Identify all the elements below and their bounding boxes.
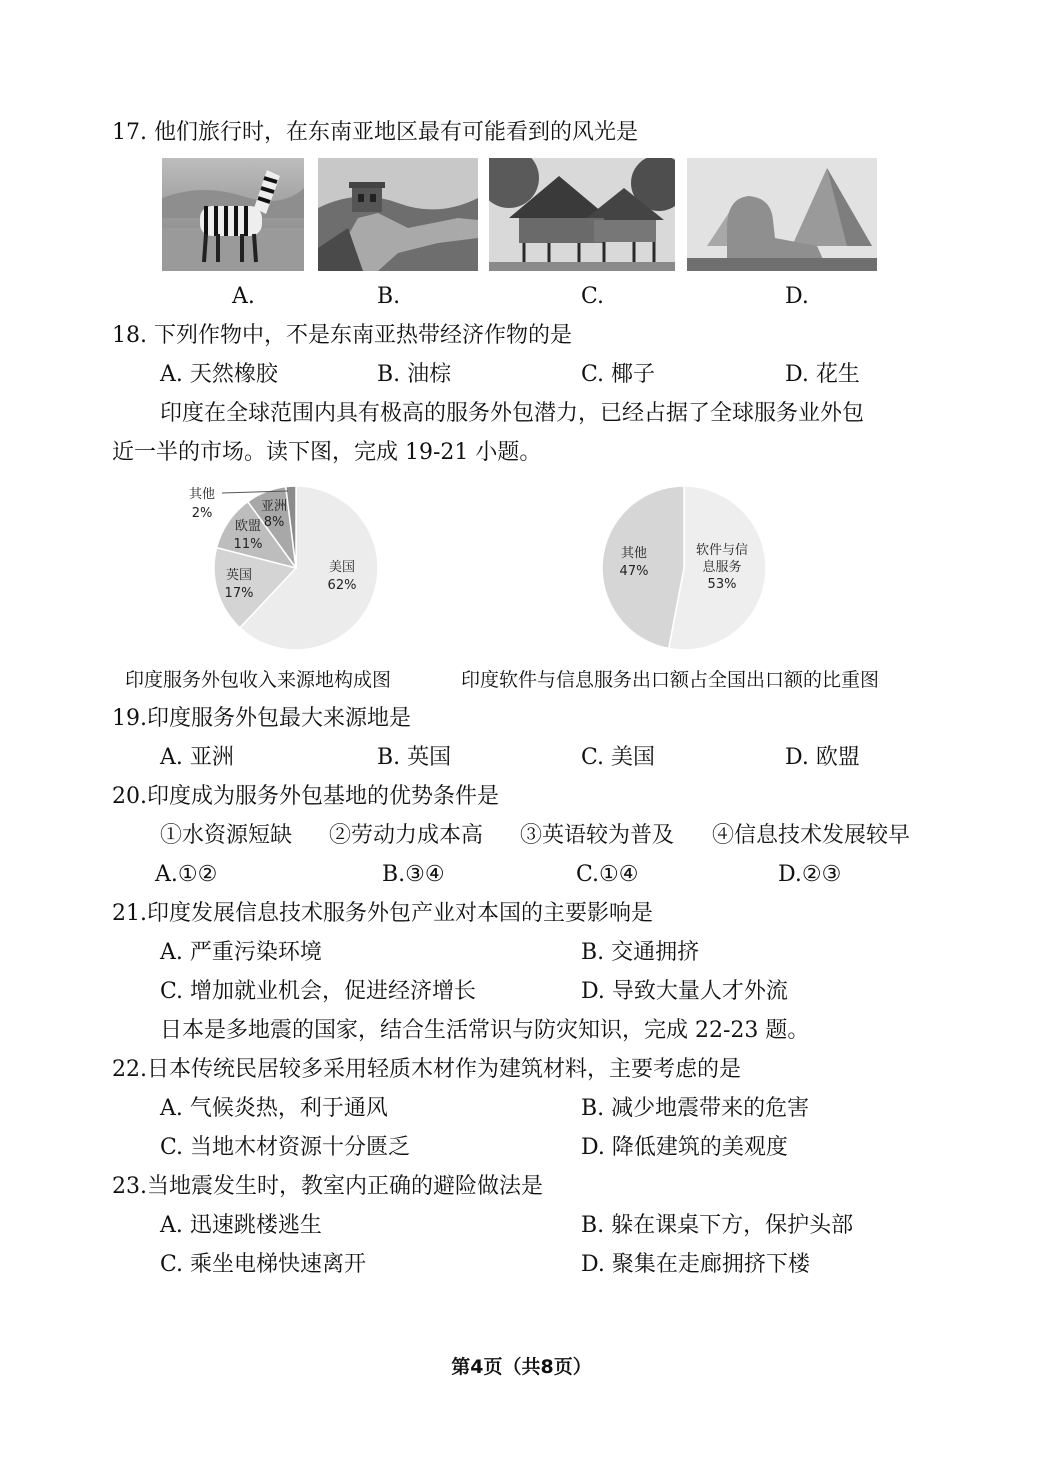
q20-option-d: D.②③ [778, 862, 842, 887]
q21-option-a: A. 严重污染环境 [160, 940, 322, 965]
q18-option-d: D. 花生 [785, 362, 860, 387]
intro-19-21-line2: 近一半的市场。读下图，完成 19-21 小题。 [112, 440, 542, 465]
q19-option-c: C. 美国 [581, 745, 656, 770]
pie2-value-software: 53% [707, 577, 737, 592]
q20-condition-1: ①水资源短缺 [160, 823, 293, 848]
q19-option-a: A. 亚洲 [160, 745, 234, 770]
q23-option-b: B. 躲在课桌下方，保护头部 [581, 1213, 854, 1238]
q21-stem: 21.印度发展信息技术服务外包产业对本国的主要影响是 [112, 901, 653, 926]
pie1-label-other: 其他 [188, 487, 216, 502]
q19-stem: 19.印度服务外包最大来源地是 [112, 706, 411, 731]
q22-option-b: B. 减少地震带来的危害 [581, 1096, 810, 1121]
q22-option-a: A. 气候炎热，利于通风 [160, 1096, 388, 1121]
q18-option-c: C. 椰子 [581, 362, 656, 387]
q20-condition-2: ②劳动力成本高 [329, 823, 484, 848]
pie1-label-eu: 欧盟 [234, 519, 262, 534]
q20-condition-4: ④信息技术发展较早 [712, 823, 911, 848]
q23-option-d: D. 聚集在走廊拥挤下楼 [581, 1252, 810, 1277]
pie1-label-asia: 亚洲 [260, 499, 288, 514]
q20-condition-3: ③英语较为普及 [520, 823, 675, 848]
pie-chart-2-title: 印度软件与信息服务出口额占全国出口额的比重图 [461, 669, 880, 691]
pie1-label-uk: 英国 [225, 568, 253, 583]
pie-chart-1-title: 印度服务外包收入来源地构成图 [125, 669, 392, 691]
q19-option-b: B. 英国 [377, 745, 452, 770]
pie2-label-software-1: 软件与信 [695, 543, 749, 558]
stilt-house-photo [489, 158, 675, 271]
q21-option-c: C. 增加就业机会，促进经济增长 [160, 979, 477, 1004]
pie-chart-outsourcing-sources [180, 478, 390, 658]
pie1-value-other: 2% [191, 506, 213, 521]
q17-label-c: C. [581, 284, 605, 309]
pie1-value-uk: 17% [224, 586, 254, 601]
q23-option-c: C. 乘坐电梯快速离开 [160, 1252, 367, 1277]
page-footer: 第4页（共8页） [451, 1356, 592, 1378]
q22-option-d: D. 降低建筑的美观度 [581, 1135, 788, 1160]
q22-option-c: C. 当地木材资源十分匮乏 [160, 1135, 411, 1160]
q18-stem: 18. 下列作物中，不是东南亚热带经济作物的是 [112, 323, 572, 348]
q20-option-a: A.①② [155, 862, 218, 887]
q17-stem: 17. 他们旅行时，在东南亚地区最有可能看到的风光是 [112, 120, 638, 145]
zebra-photo [162, 158, 304, 271]
q20-option-c: C.①④ [576, 862, 639, 887]
q17-label-d: D. [785, 284, 809, 309]
q21-option-d: D. 导致大量人才外流 [581, 979, 788, 1004]
pie2-value-other: 47% [619, 564, 649, 579]
pie-chart-software-share [590, 478, 790, 658]
q17-label-a: A. [232, 284, 255, 309]
q20-stem: 20.印度成为服务外包基地的优势条件是 [112, 784, 499, 809]
q19-option-d: D. 欧盟 [785, 745, 860, 770]
intro-19-21-line1: 印度在全球范围内具有极高的服务外包潜力，已经占据了全球服务业外包 [160, 401, 865, 426]
pie1-label-usa: 美国 [328, 560, 356, 575]
pie2-label-software-2: 息服务 [702, 560, 742, 575]
q23-stem: 23.当地震发生时，教室内正确的避险做法是 [112, 1174, 543, 1199]
q18-option-a: A. 天然橡胶 [160, 362, 278, 387]
q23-option-a: A. 迅速跳楼逃生 [160, 1213, 322, 1238]
q22-stem: 22.日本传统民居较多采用轻质木材作为建筑材料，主要考虑的是 [112, 1057, 741, 1082]
pie1-value-eu: 11% [233, 537, 263, 552]
q20-option-b: B.③④ [382, 862, 445, 887]
q17-label-b: B. [377, 284, 401, 309]
sphinx-pyramid-photo [687, 158, 877, 271]
intro-22-23: 日本是多地震的国家，结合生活常识与防灾知识，完成 22-23 题。 [160, 1018, 810, 1043]
q18-option-b: B. 油棕 [377, 362, 452, 387]
pie2-label-other: 其他 [620, 546, 648, 561]
q21-option-b: B. 交通拥挤 [581, 940, 700, 965]
great-wall-photo [318, 158, 478, 271]
pie1-value-asia: 8% [263, 515, 285, 530]
pie1-value-usa: 62% [327, 578, 357, 593]
